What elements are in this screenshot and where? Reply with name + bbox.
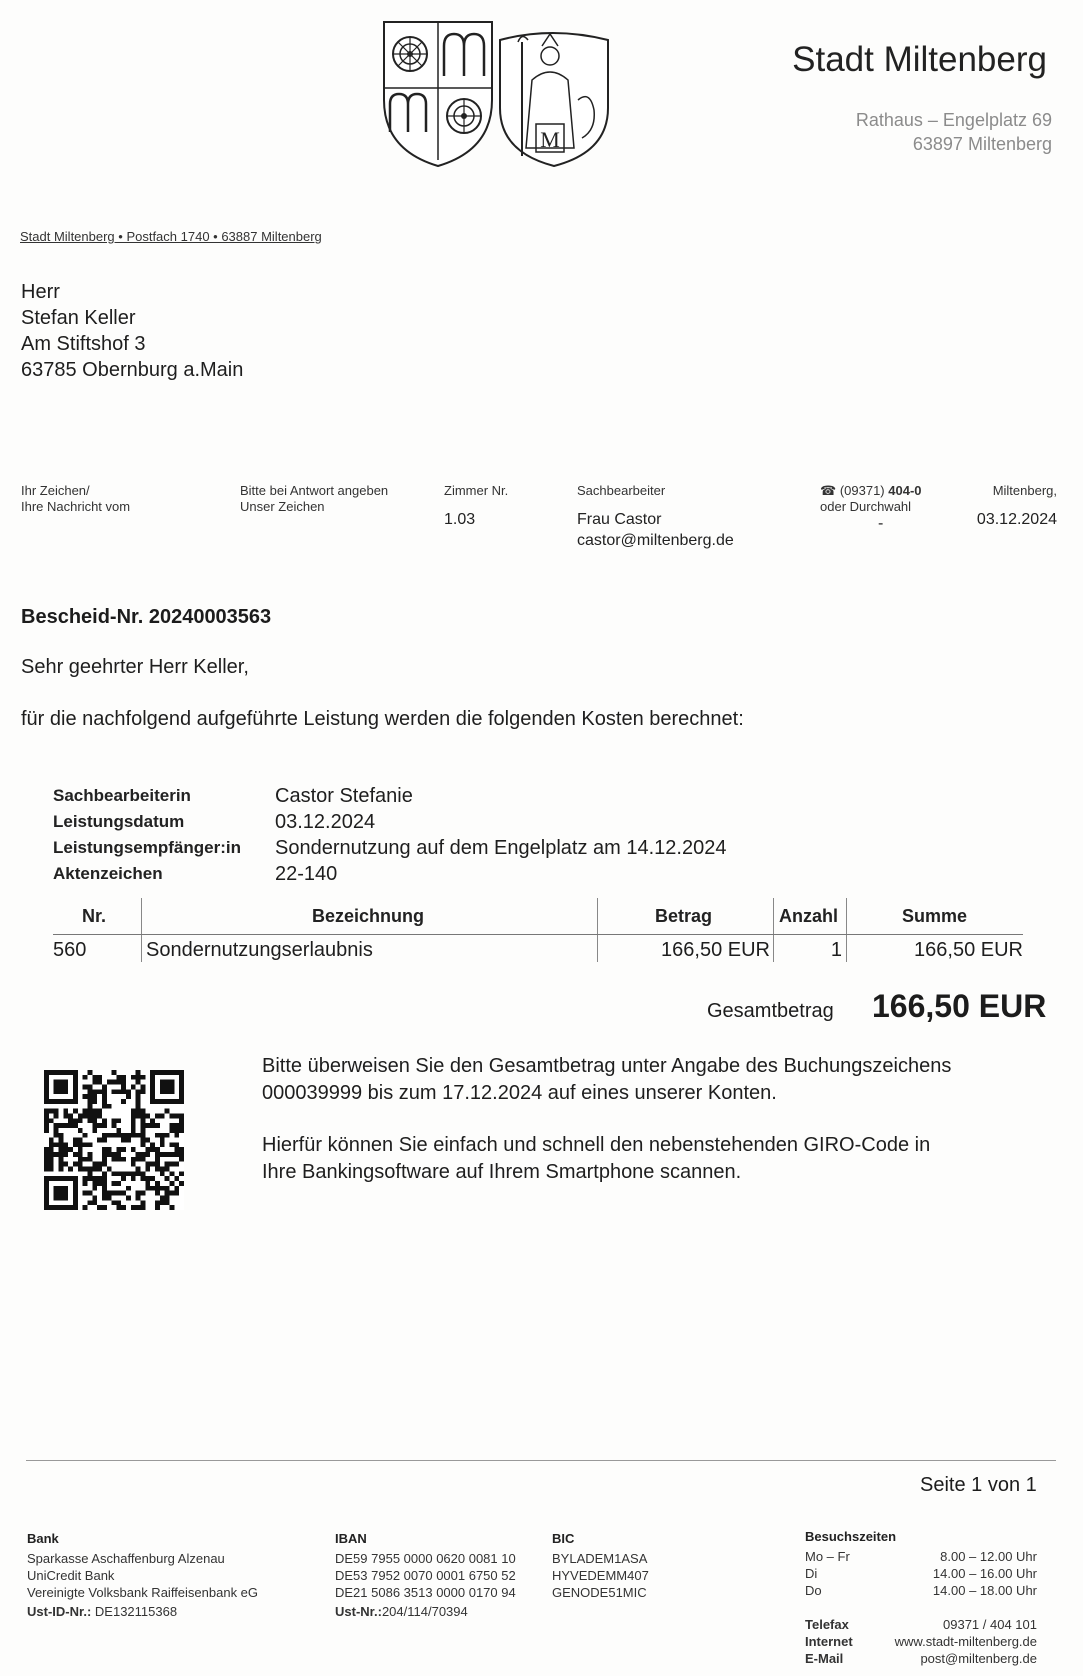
recipient-salutation: Herr: [21, 281, 60, 303]
total-label: Gesamtbetrag: [707, 1000, 834, 1022]
detail-label: Aktenzeichen: [53, 864, 163, 883]
sachbearbeiter-name: Frau Castor: [577, 511, 662, 528]
sender-return-address: Stadt Miltenberg • Postfach 1740 • 63887 Miltenberg: [20, 229, 322, 244]
table-cell-betrag: 166,50 EUR: [661, 939, 770, 961]
iban-value: DE53 7952 0070 0001 6750 52: [335, 1568, 516, 1583]
bank-name: Vereinigte Volksbank Raiffeisenbank eG: [27, 1585, 259, 1600]
table-header-anzahl: Anzahl: [779, 906, 839, 926]
bescheid-number: Bescheid-Nr. 20240003563: [21, 606, 272, 628]
ust-nr: Ust-Nr.:204/114/70394: [335, 1604, 468, 1619]
bic-value: GENODE51MIC: [552, 1585, 647, 1600]
date-block: Miltenberg, 03.12.2024: [930, 483, 1057, 530]
bank-name: UniCredit Bank: [27, 1568, 115, 1583]
city-name: Stadt Miltenberg: [792, 40, 1047, 79]
payment-instructions: Bitte überweisen Sie den Gesamtbetrag unter Angabe des Buchungszeichens 000039999 bis zum 17.12.2024 auf eines unserer Konten.: [262, 1055, 952, 1104]
bic-value: HYVEDEMM407: [552, 1568, 649, 1583]
city-crest-logo: [382, 20, 610, 168]
sachbearbeiter-block: Sachbearbeiter Frau Castor castor@miltenberg.de: [577, 483, 734, 549]
page-number: Seite 1 von 1: [920, 1474, 1037, 1496]
table-header-summe: Summe: [902, 906, 968, 926]
unser-zeichen-block: Bitte bei Antwort angeben Unser Zeichen: [240, 483, 389, 514]
footer-iban-col: IBAN DE59 7955 0000 0620 0081 10 DE53 7952 0070 0001 6750 52 DE21 5086 3513 0000 0170 94: [335, 1531, 516, 1600]
zimmer-value: 1.03: [444, 511, 476, 528]
table-header-bezeichnung: Bezeichnung: [312, 906, 425, 926]
intro-text: für die nachfolgend aufgeführte Leistung werden die folgenden Kosten berechnet:: [21, 708, 744, 730]
phone-block: ☎ (09371) 404-0 oder Durchwahl -: [820, 483, 922, 532]
greeting: Sehr geehrter Herr Keller,: [21, 656, 249, 678]
iban-value: DE59 7955 0000 0620 0081 10: [335, 1551, 516, 1566]
bic-value: BYLADEM1ASA: [552, 1551, 648, 1566]
table-cell-anzahl: 1: [830, 939, 842, 961]
detail-value: 22-140: [275, 863, 338, 885]
footer-bic-col: BIC BYLADEM1ASA HYVEDEMM407 GENODE51MIC: [552, 1531, 649, 1600]
zimmer-block: Zimmer Nr. 1.03: [444, 483, 509, 528]
phone-value: -: [878, 515, 884, 532]
hours-row: Mo – Fr 8.00 – 12.00 Uhr: [805, 1549, 1037, 1564]
detail-value: Sondernutzung auf dem Engelplatz am 14.12.2024: [275, 837, 727, 859]
hours-row: Di 14.00 – 16.00 Uhr: [805, 1566, 1037, 1581]
address-line-1: Rathaus – Engelplatz 69: [855, 110, 1052, 130]
recipient-name: Stefan Keller: [21, 307, 136, 329]
table-cell-nr: 560: [53, 939, 87, 961]
details-values: [275, 783, 726, 887]
footer-contact: [805, 1616, 1037, 1667]
address-line-2: 63897 Miltenberg: [912, 134, 1052, 154]
telefax-row: Telefax 09371 / 404 101: [805, 1617, 1037, 1632]
bank-name: Sparkasse Aschaffenburg Alzenau: [27, 1551, 225, 1566]
giro-qr-code: [44, 1070, 184, 1210]
internet-row: Internet www.stadt-miltenberg.de: [805, 1634, 1037, 1649]
recipient-street: Am Stiftshof 3: [21, 333, 146, 355]
table-divider: [846, 898, 847, 962]
letter-date: 03.12.2024: [976, 511, 1057, 528]
detail-label: Leistungsempfänger:in: [53, 838, 241, 857]
table-divider: [141, 898, 142, 962]
svg-text:M: M: [540, 127, 560, 152]
detail-label: Sachbearbeiterin: [53, 786, 191, 805]
iban-value: DE21 5086 3513 0000 0170 94: [335, 1585, 516, 1600]
ust-id: Ust-ID-Nr.: DE132115368: [27, 1604, 178, 1619]
footer-bank-col: Bank Sparkasse Aschaffenburg Alzenau UniCredit Bank Vereinigte Volksbank Raiffeisenbank eG: [27, 1531, 259, 1600]
recipient-address: [21, 279, 243, 383]
phone-icon: ☎: [820, 483, 837, 498]
giro-code-instructions: Hierfür können Sie einfach und schnell den nebenstehenden GIRO-Code in Ihre Bankingsoftware auf Ihrem Smartphone scannen.: [262, 1134, 931, 1183]
footer-hours-col: Besuchszeiten Mo – Fr 8.00 – 12.00 Uhr Di 14.00 – 16.00 Uhr Do 14.00 – 18.00 Uhr: [805, 1529, 1037, 1598]
details-labels: [53, 783, 241, 887]
detail-value: 03.12.2024: [275, 811, 376, 833]
table-cell-summe: 166,50 EUR: [914, 939, 1023, 961]
recipient-city: 63785 Obernburg a.Main: [21, 359, 244, 381]
email-row: E-Mail post@miltenberg.de: [805, 1651, 1037, 1666]
hours-row: Do 14.00 – 18.00 Uhr: [805, 1583, 1037, 1598]
table-header-rule: [53, 934, 1023, 935]
detail-label: Leistungsdatum: [53, 812, 185, 831]
ihr-zeichen-block: Ihr Zeichen/ Ihre Nachricht vom: [21, 483, 131, 514]
sachbearbeiter-email[interactable]: castor@miltenberg.de: [577, 532, 734, 549]
table-divider: [773, 898, 774, 962]
table-divider: [597, 898, 598, 962]
city-address: [780, 108, 1052, 156]
table-header-nr: Nr.: [82, 906, 107, 926]
table-header-betrag: Betrag: [655, 906, 713, 926]
footer-rule: [26, 1460, 1056, 1461]
table-cell-bezeichnung: Sondernutzungserlaubnis: [146, 939, 373, 961]
detail-value: Castor Stefanie: [275, 785, 413, 807]
total-amount: 166,50 EUR: [872, 988, 1047, 1024]
